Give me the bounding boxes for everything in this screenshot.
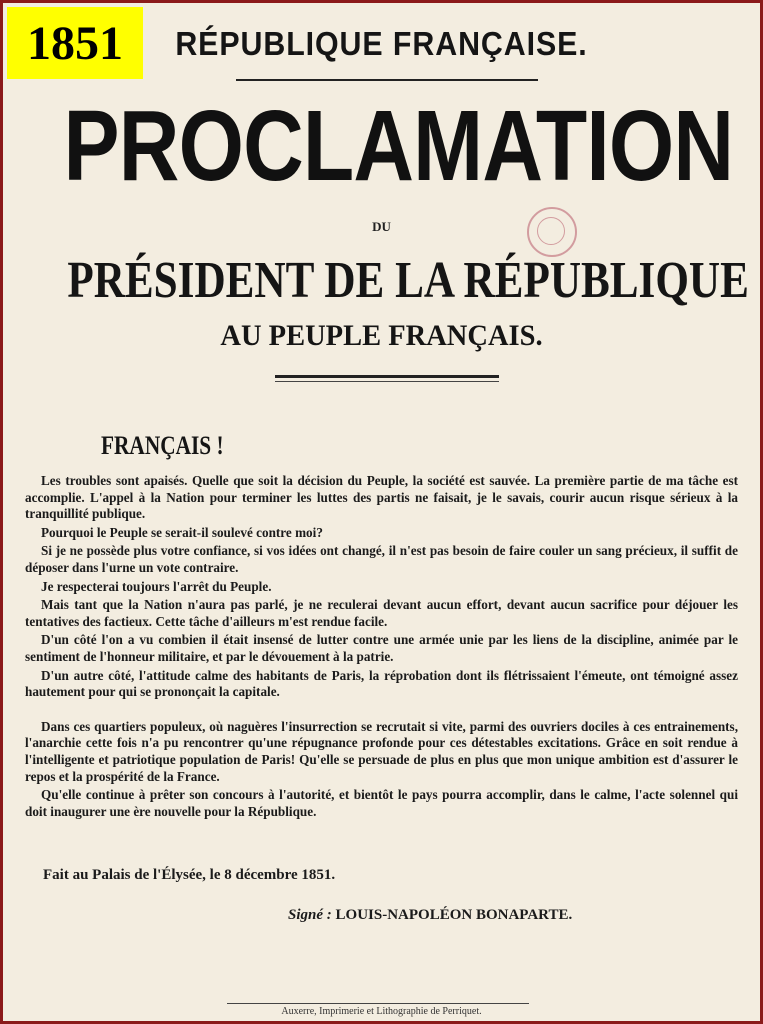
au-peuple-heading: AU PEUPLE FRANÇAIS. [220,319,543,352]
middle-rule [275,375,499,378]
year-badge: 1851 [7,7,143,79]
paragraph: Si je ne possède plus votre confiance, si vos idées ont changé, il n'est pas besoin de faire couler un sang précieux, il suffit de déposer dans l'urne un vote contraire. [25,543,738,575]
du-label: DU [372,219,391,234]
paragraph: Mais tant que la Nation n'aura pas parlé, je ne reculerai devant aucun effort, devant aucun sacrifice pour déjouer les tentatives des factieux. Cette tâche d'ailleurs m'est rendue facile. [25,597,738,629]
paragraph: Je respecterai toujours l'arrêt du Peuple. [41,578,272,594]
paragraph: Qu'elle continue à prêter son concours à l'autorité, et bientôt le pays pourra accomplir, dans le calme, l'acte solennel qui doit inaugurer une ère nouvelle pour la République. [25,787,738,819]
top-rule [236,79,538,81]
proclamation-body [25,473,738,822]
paragraph: Pourquoi le Peuple se serait-il soulevé contre moi? [41,524,323,540]
date-line: Fait au Palais de l'Élysée, le 8 décembre 1851. [43,867,336,883]
paragraph: Les troubles sont apaisés. Quelle que soit la décision du Peuple, la société est sauvée. La première partie de ma tâche est accomplie. L'appel à la Nation pour terminer les luttes des partis ne faisait, je le savais, courir aucun risque sérieux à la tranquillité publique. [25,473,738,522]
signature-name: LOUIS-NAPOLÉON BONAPARTE. [335,907,573,923]
paragraph: D'un côté l'on a vu combien il était insensé de lutter contre une armée unie par les liens de la discipline, animée par le sentiment de l'honneur militaire, et par le dévouement à la patrie. [25,632,738,664]
printer-credit: Auxerre, Imprimerie et Lithographie de Perriquet. [281,1006,482,1017]
republique-heading: RÉPUBLIQUE FRANÇAISE. [175,25,588,62]
paragraph: D'un autre côté, l'attitude calme des habitants de Paris, la réprobation dont ils flétrissaient l'émeute, ont témoigné assez hautement pour qui se prononçait la capitale. [25,667,738,700]
middle-rule-thin [275,381,499,382]
signe-label: Signé : [288,907,332,923]
president-heading: PRÉSIDENT DE LA RÉPUBLIQUE [67,252,749,309]
salutation: FRANÇAIS ! [101,431,224,460]
library-stamp-icon [527,207,577,257]
proclamation-title: PROCLAMATION [63,90,734,202]
bottom-rule [227,1003,529,1004]
signature-line [288,907,572,924]
paragraph: Dans ces quartiers populeux, où naguères l'insurrection se recrutait si vite, parmi des ouvriers dociles à ces entrainements, l'anarchie cette fois n'a pu rencontrer qu'une répugnance profonde pour ces détestables excitations. Grâce en soit rendue à l'intelligente et patriotique population de Paris! Qu'elle se persuade de plus en plus que mon unique ambition est d'assurer le repos et la prospérité de la France. [25,718,738,784]
